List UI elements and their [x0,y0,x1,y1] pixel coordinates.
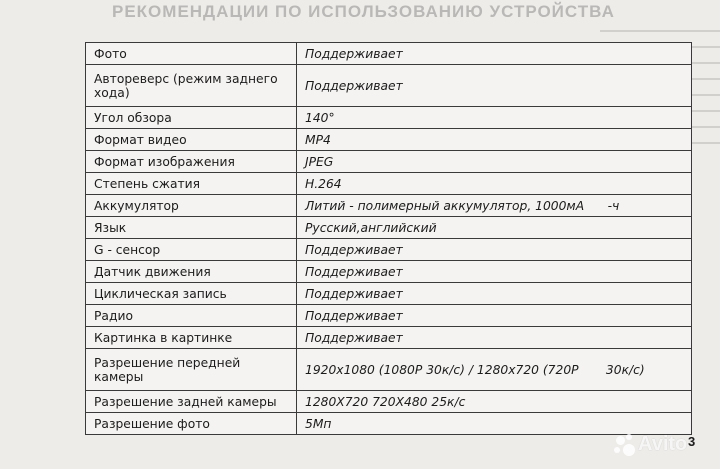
spec-row [86,217,692,239]
spec-label: Формат видео [86,129,297,151]
spec-row [86,129,692,151]
spec-label: Язык [86,217,297,239]
spec-row [86,261,692,283]
spec-label: Угол обзора [86,107,297,129]
spec-value: MP4 [297,129,692,151]
spec-row [86,349,692,391]
spec-row [86,239,692,261]
spec-value: Литий - полимерный аккумулятор, 1000мА -ч [297,195,692,217]
spec-value: Поддерживает [297,261,692,283]
spec-value: H.264 [297,173,692,195]
spec-row [86,391,692,413]
spec-value: 1920x1080 (1080P 30к/с) / 1280x720 (720P 30к/с) [297,349,692,391]
spec-value: 5Мп [297,413,692,435]
spec-value: Поддерживает [297,327,692,349]
page-number: 3 [688,434,696,449]
background-heading: РЕКОМЕНДАЦИИ ПО ИСПОЛЬЗОВАНИЮ УСТРОЙСТВА [112,2,615,21]
watermark-text: Avito [638,433,688,455]
spec-value: Поддерживает [297,283,692,305]
spec-value: Поддерживает [297,43,692,65]
spec-value: Поддерживает [297,305,692,327]
spec-value: JPEG [297,151,692,173]
spec-row [86,283,692,305]
spec-label: Автореверс (режим заднего хода) [86,65,297,107]
spec-value: Поддерживает [297,239,692,261]
spec-value: Русский,английский [297,217,692,239]
spec-label: Фото [86,43,297,65]
spec-label: Аккумулятор [86,195,297,217]
spec-label: Картинка в картинке [86,327,297,349]
spec-row [86,413,692,435]
spec-label: Радио [86,305,297,327]
spec-label: Разрешение фото [86,413,297,435]
spec-label: Разрешение передней камеры [86,349,297,391]
spec-value: 1280X720 720X480 25к/с [297,391,692,413]
spec-label: Датчик движения [86,261,297,283]
spec-label: Степень сжатия [86,173,297,195]
spec-row [86,305,692,327]
spec-value: Поддерживает [297,65,692,107]
spec-label: Циклическая запись [86,283,297,305]
avito-watermark [614,428,694,458]
spec-table-body [86,43,692,435]
spec-row [86,65,692,107]
spec-row [86,107,692,129]
spec-label: Разрешение задней камеры [86,391,297,413]
spec-row [86,173,692,195]
spec-table [85,42,692,435]
spec-value: 140° [297,107,692,129]
spec-row [86,43,692,65]
spec-row [86,151,692,173]
spec-row [86,195,692,217]
spec-row [86,327,692,349]
spec-label: Формат изображения [86,151,297,173]
spec-label: G - сенсор [86,239,297,261]
avito-dots-icon [614,434,636,456]
